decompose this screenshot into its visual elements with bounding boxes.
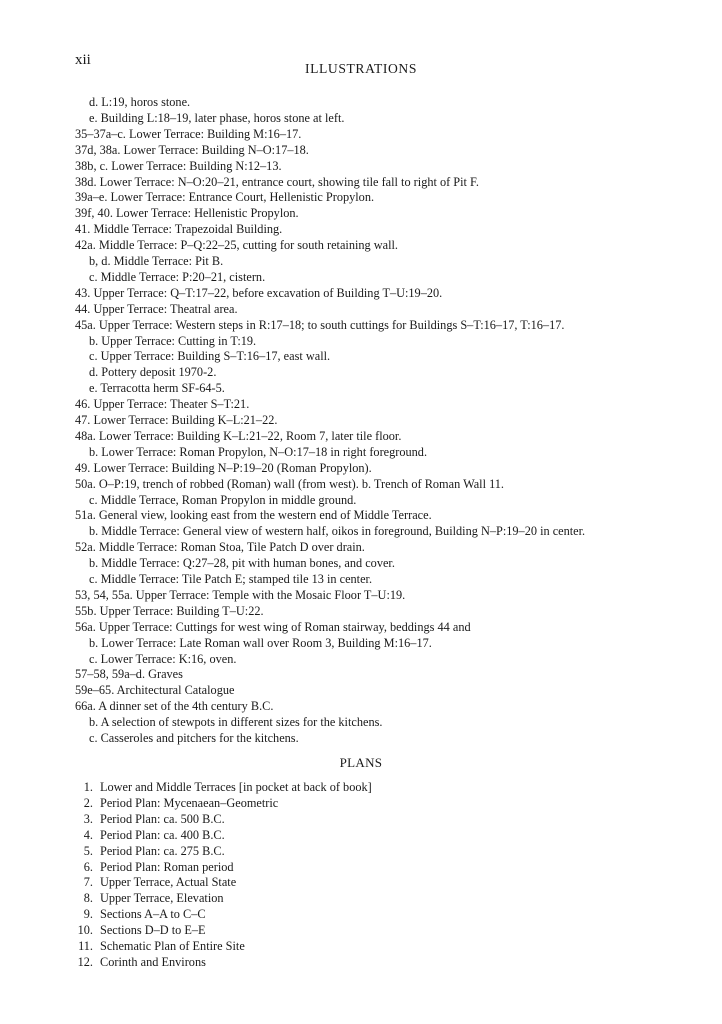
list-item: c. Middle Terrace: Tile Patch E; stamped tile 13 in center. xyxy=(89,572,373,586)
list-item: 37d, 38a. Lower Terrace: Building N–O:17–18. xyxy=(75,142,309,157)
plan-item xyxy=(0,843,722,859)
plan-title: Upper Terrace, Actual State xyxy=(100,875,237,890)
list-item: 39a–e. Lower Terrace: Entrance Court, Hellenistic Propylon. xyxy=(75,190,375,205)
list-item: e. Building L:18–19, later phase, horos stone at left. xyxy=(89,110,345,125)
plan-title: Corinth and Environs xyxy=(100,954,206,969)
list-item: 38b, c. Lower Terrace: Building N:12–13. xyxy=(75,158,282,173)
plan-item xyxy=(0,890,722,906)
plan-number: 5. xyxy=(83,843,93,858)
plan-item xyxy=(0,954,722,970)
list-item: 53, 54, 55a. Upper Terrace: Temple with the Mosaic Floor T–U:19. xyxy=(75,587,406,602)
plan-title: Schematic Plan of Entire Site xyxy=(100,939,245,953)
list-item: 49. Lower Terrace: Building N–P:19–20 (Roman Propylon). xyxy=(75,460,372,475)
plan-number: 4. xyxy=(83,827,93,842)
list-item: 41. Middle Terrace: Trapezoidal Building. xyxy=(75,222,283,237)
list-item: 44. Upper Terrace: Theatral area. xyxy=(75,301,238,316)
list-item: 57–58, 59a–d. Graves xyxy=(75,667,183,682)
list-item: c. Upper Terrace: Building S–T:16–17, east wall. xyxy=(89,349,331,364)
list-item: 47. Lower Terrace: Building K–L:21–22. xyxy=(75,413,278,427)
list-item: 38d. Lower Terrace: N–O:20–21, entrance court, showing tile fall to right of Pit F. xyxy=(75,174,479,189)
plan-number: 2. xyxy=(83,795,93,810)
plan-item xyxy=(0,922,722,938)
list-item: 56a. Upper Terrace: Cuttings for west wing of Roman stairway, beddings 44 and xyxy=(75,619,471,634)
list-item: b. Upper Terrace: Cutting in T:19. xyxy=(89,333,257,348)
plan-title: Upper Terrace, Elevation xyxy=(100,891,224,906)
list-item: 52a. Middle Terrace: Roman Stoa, Tile Patch D over drain. xyxy=(75,540,365,555)
running-head: ILLUSTRATIONS xyxy=(304,61,418,76)
list-item: c. Middle Terrace: P:20–21, cistern. xyxy=(89,269,266,284)
list-item: 51a. General view, looking east from the western end of Middle Terrace. xyxy=(75,508,432,523)
plan-title: Lower and Middle Terraces [in pocket at back of book] xyxy=(100,780,372,794)
plan-title: Period Plan: Mycenaean–Geometric xyxy=(100,795,279,810)
list-item: b. Middle Terrace: General view of western half, oikos in foreground, Building N–P:19–20 in center. xyxy=(89,524,586,539)
list-item: 50a. O–P:19, trench of robbed (Roman) wall (from west). b. Trench of Roman Wall 11. xyxy=(75,476,504,491)
list-item: 66a. A dinner set of the 4th century B.C. xyxy=(75,699,274,714)
plan-item xyxy=(0,906,722,922)
list-item: 42a. Middle Terrace: P–Q:22–25, cutting for south retaining wall. xyxy=(75,238,399,253)
plan-title: Period Plan: ca. 400 B.C. xyxy=(100,827,225,842)
plan-title: Period Plan: Roman period xyxy=(100,859,234,874)
plan-number: 8. xyxy=(83,891,93,906)
list-item: b. Lower Terrace: Late Roman wall over Room 3, Building M:16–17. xyxy=(89,635,432,650)
list-item: e. Terracotta herm SF-64-5. xyxy=(89,381,225,396)
list-item: 45a. Upper Terrace: Western steps in R:17–18; to south cuttings for Buildings S–T:16–17, T:16–17. xyxy=(75,317,565,332)
plan-title: Sections D–D to E–E xyxy=(100,923,206,938)
list-item: b. A selection of stewpots in different sizes for the kitchens. xyxy=(89,715,383,730)
plan-number: 12. xyxy=(77,954,93,969)
plan-number: 9. xyxy=(83,907,93,922)
plan-item xyxy=(0,779,722,795)
page-number: xii xyxy=(75,52,91,68)
list-item: b. Lower Terrace: Roman Propylon, N–O:17–18 in right foreground. xyxy=(89,444,428,459)
list-item: c. Lower Terrace: K:16, oven. xyxy=(89,651,237,666)
list-item: 55b. Upper Terrace: Building T–U:22. xyxy=(75,603,264,618)
list-item: d. L:19, horos stone. xyxy=(89,95,191,109)
plan-title: Period Plan: ca. 275 B.C. xyxy=(100,843,225,858)
plan-item xyxy=(0,874,722,890)
plan-number: 10. xyxy=(77,923,93,938)
plan-item xyxy=(0,795,722,811)
plan-item xyxy=(0,811,722,827)
list-item: 43. Upper Terrace: Q–T:17–22, before excavation of Building T–U:19–20. xyxy=(75,285,443,300)
list-item: b. Middle Terrace: Q:27–28, pit with human bones, and cover. xyxy=(89,556,395,571)
list-item: 48a. Lower Terrace: Building K–L:21–22, Room 7, later tile floor. xyxy=(75,428,402,443)
plan-item xyxy=(0,859,722,875)
plans-heading: PLANS xyxy=(339,755,383,770)
plan-title: Period Plan: ca. 500 B.C. xyxy=(100,811,225,826)
list-item: 46. Upper Terrace: Theater S–T:21. xyxy=(75,397,250,412)
plan-item xyxy=(0,938,722,954)
plan-number: 3. xyxy=(83,811,93,826)
plan-number: 1. xyxy=(83,780,93,794)
plan-number: 7. xyxy=(83,875,93,890)
list-item: c. Casseroles and pitchers for the kitchens. xyxy=(89,731,299,745)
plan-item xyxy=(0,827,722,843)
list-item: c. Middle Terrace, Roman Propylon in middle ground. xyxy=(89,492,357,507)
list-item: b, d. Middle Terrace: Pit B. xyxy=(89,254,224,268)
list-item: 59e–65. Architectural Catalogue xyxy=(75,683,235,698)
list-item: 35–37a–c. Lower Terrace: Building M:16–17. xyxy=(75,126,302,141)
plan-number: 11. xyxy=(78,939,93,953)
plan-title: Sections A–A to C–C xyxy=(100,907,206,922)
list-item: d. Pottery deposit 1970-2. xyxy=(89,365,217,380)
list-item: 39f, 40. Lower Terrace: Hellenistic Propylon. xyxy=(75,206,299,221)
plan-number: 6. xyxy=(83,859,93,874)
